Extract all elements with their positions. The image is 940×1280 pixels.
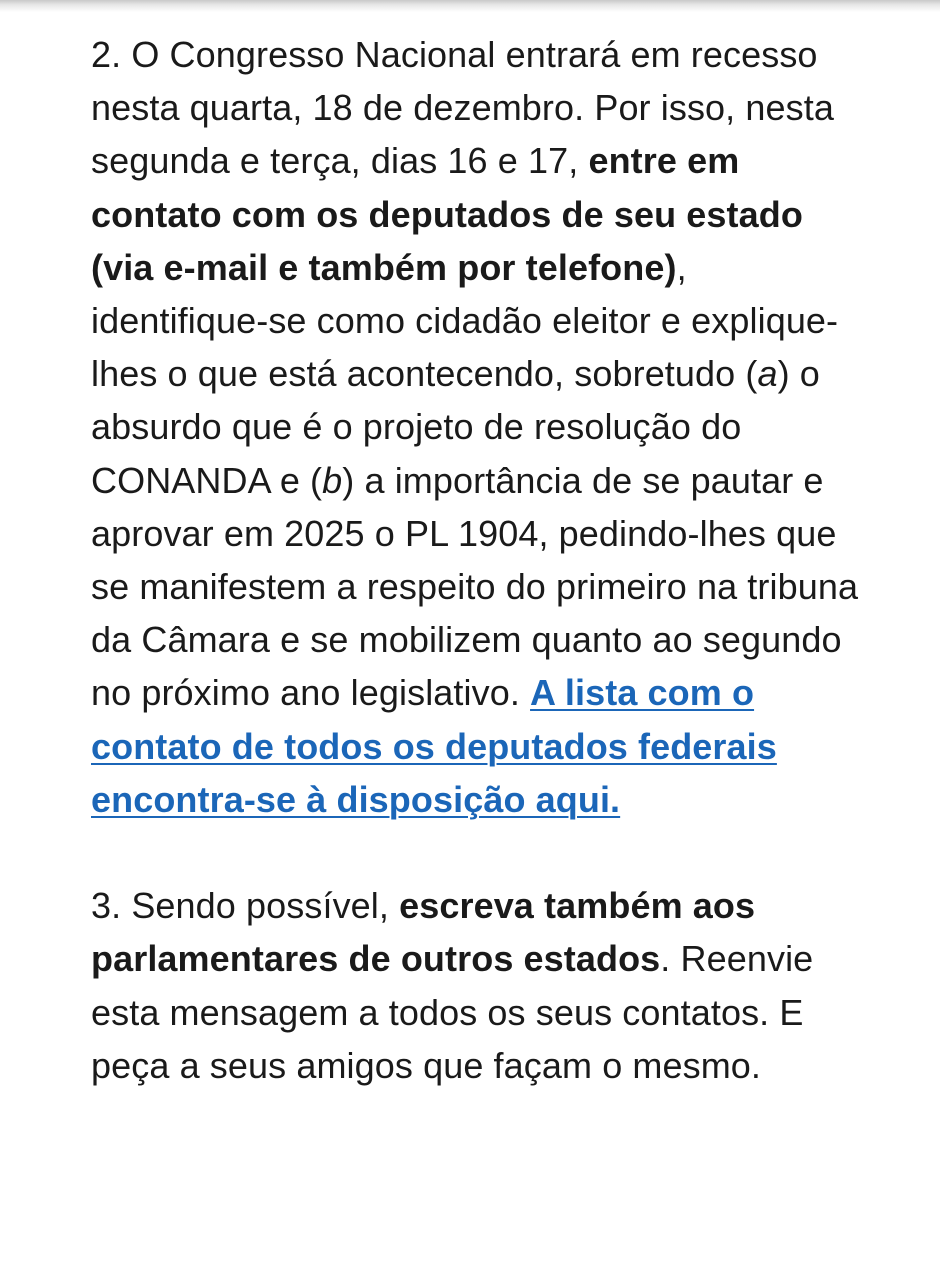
item-2-italic-b: b — [322, 459, 343, 501]
paragraph-spacer — [91, 826, 871, 879]
item-2-text-a: 2. O Congresso Nacional entrará em recesso nesta quarta, 18 de dezembro. Por isso, nesta segunda e terça, dias 16 e 17, — [91, 34, 834, 182]
item-3-paragraph — [91, 879, 871, 1092]
item-2-paragraph — [91, 28, 871, 826]
item-2-italic-a: a — [757, 353, 778, 395]
top-shadow — [0, 0, 940, 12]
item-3-text-a: 3. Sendo possível, — [91, 885, 400, 927]
item-2-text-b: , identifique-se como cidadão eleitor e explique-lhes o que está acontecendo, sobretudo ( — [91, 246, 839, 395]
message-body — [91, 28, 871, 1092]
item-2-bold-instruction: entre em contato com os deputados de seu estado (via e-mail e também por telefone) — [91, 140, 803, 288]
item-2-text-d: ) a importância de se pautar e aprovar em 2025 o PL 1904, pedindo-lhes que se manifestem a respeito do primeiro na tribuna da Câmara e se mobilizem quanto ao segundo no próximo ano legislativo. — [91, 459, 859, 714]
item-3-text-b: . Reenvie esta mensagem a todos os seus contatos. E peça a seus amigos que façam o mesmo. — [91, 938, 814, 1086]
item-3-bold-instruction: escreva também aos parlamentares de outros estados — [91, 885, 756, 980]
deputies-contact-list-link[interactable]: A lista com o contato de todos os deputados federais encontra-se à disposição aqui. — [91, 672, 777, 820]
item-2-text-c: ) o absurdo que é o projeto de resolução do CONANDA e ( — [91, 353, 820, 501]
